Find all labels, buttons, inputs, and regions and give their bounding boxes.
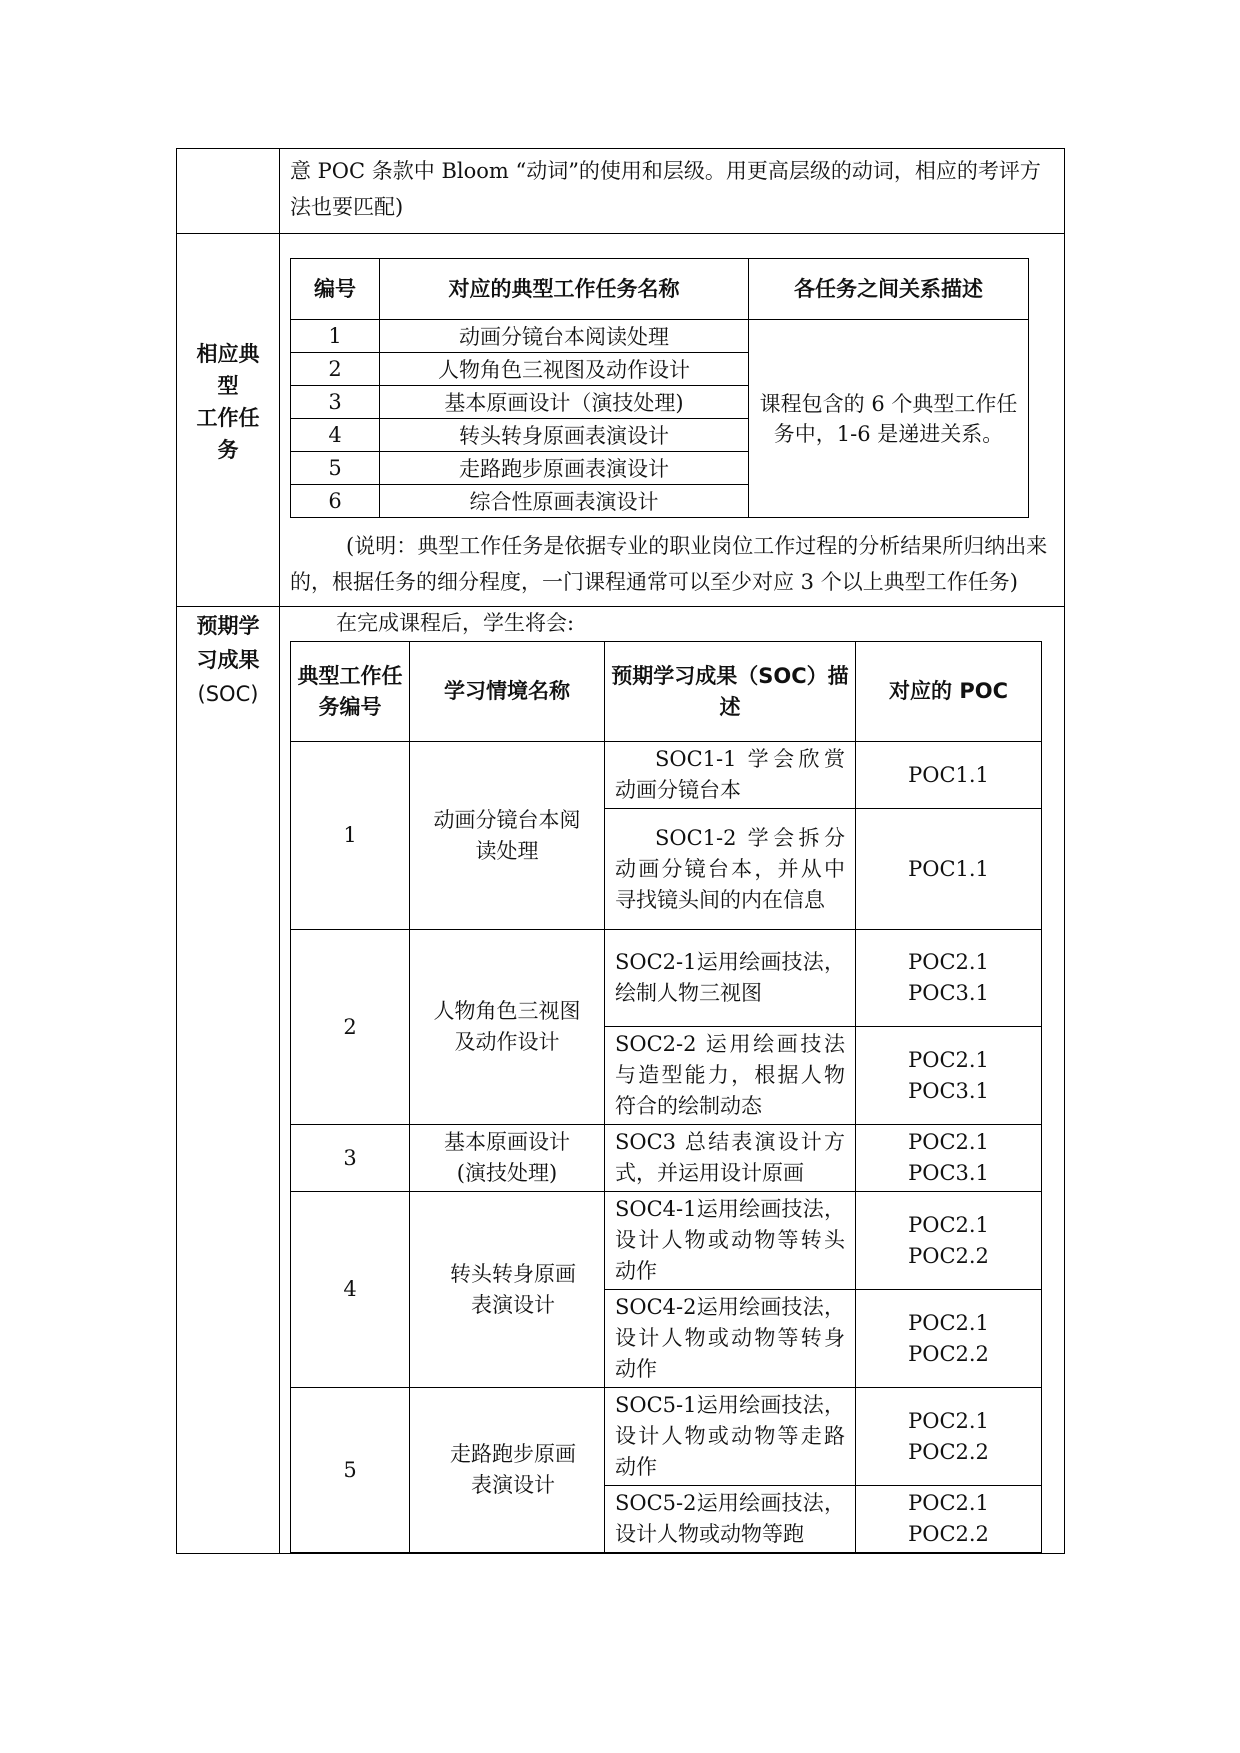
table-row [291,1192,1042,1290]
soc-table [290,641,1042,1553]
header-task-number: 典型工作任务编号 [291,642,410,742]
table-row [291,930,1042,1027]
task-number: 4 [291,1192,410,1388]
row-content [280,149,1065,234]
table-row [291,320,1029,353]
tasks-note: (说明：典型工作任务是依据专业的职业岗位工作过程的分析结果所归纳出来的，根据任务的细分程度，一门课程通常可以至少对应 3 个以上典型工作任务) [290,534,1048,594]
row-expected-outcomes [177,607,1065,1554]
soc-desc: SOC3 总结表演设计方式，并运用设计原画 [605,1125,856,1192]
table-header-row [291,259,1029,320]
task-number: 1 [291,742,410,930]
task-name: 动画分镜台本阅读处理 [380,320,749,353]
task-number: 2 [291,353,380,386]
soc-desc: SOC2-1运用绘画技法，绘制人物三视图 [605,930,856,1027]
table-row [291,1125,1042,1192]
poc-cell: POC2.1 POC3.1 [856,1027,1042,1125]
task-number: 3 [291,1125,410,1192]
label-line: 务 [217,438,239,462]
task-number: 5 [291,1388,410,1553]
task-relation: 课程包含的 6 个典型工作任务中，1-6 是递进关系。 [749,320,1029,518]
row-content [280,234,1065,607]
scenario-name: 动画分镜台本阅读处理 [410,742,605,930]
task-name: 人物角色三视图及动作设计 [380,353,749,386]
soc-desc: SOC2-2 运用绘画技法与造型能力，根据人物符合的绘制动态 [605,1027,856,1125]
header-poc: 对应的 POC [856,642,1042,742]
row-typical-tasks [177,234,1065,607]
label-line: 工作任 [196,406,260,430]
task-number: 5 [291,452,380,485]
soc-desc: SOC1-2 学会拆分动画分镜台本，并从中寻找镜头间的内在信息 [605,809,856,930]
task-name: 基本原画设计（演技处理) [380,386,749,419]
label-line: (SOC) [197,682,259,706]
poc-cell: POC1.1 [856,809,1042,930]
scenario-name: 走路跑步原画表演设计 [410,1388,605,1553]
header-soc-desc: 预期学习成果（SOC）描述 [605,642,856,742]
table-header-row [291,642,1042,742]
scenario-name: 转头转身原画表演设计 [410,1192,605,1388]
task-number: 4 [291,419,380,452]
row-poc-note [177,149,1065,234]
label-line: 习成果 [196,648,260,672]
poc-cell: POC2.1 POC2.2 [856,1388,1042,1486]
row-label-typical-tasks [177,234,280,607]
poc-cell: POC2.1 POC2.2 [856,1290,1042,1388]
poc-cell: POC1.1 [856,742,1042,809]
header-number: 编号 [291,259,380,320]
poc-cell: POC2.1 POC2.2 [856,1486,1042,1553]
poc-cell: POC2.1 POC3.1 [856,1125,1042,1192]
label-line: 相应典 [196,342,260,366]
soc-desc: SOC4-2运用绘画技法，设计人物或动物等转身动作 [605,1290,856,1388]
task-number: 1 [291,320,380,353]
scenario-name: 人物角色三视图及动作设计 [410,930,605,1125]
task-name: 走路跑步原画表演设计 [380,452,749,485]
task-number: 2 [291,930,410,1125]
soc-desc: SOC5-1运用绘画技法，设计人物或动物等走路动作 [605,1388,856,1486]
header-scenario-name: 学习情境名称 [410,642,605,742]
table-row [291,1388,1042,1486]
task-name: 综合性原画表演设计 [380,485,749,518]
row-label-empty [177,149,280,234]
label-line: 预期学 [196,614,260,638]
task-number: 6 [291,485,380,518]
row-content [280,607,1065,1554]
soc-desc: SOC4-1运用绘画技法，设计人物或动物等转头动作 [605,1192,856,1290]
table-row [291,742,1042,809]
header-task-name: 对应的典型工作任务名称 [380,259,749,320]
typical-tasks-table [290,258,1029,518]
poc-cell: POC2.1 POC2.2 [856,1192,1042,1290]
course-outline-table [176,148,1065,1554]
label-line: 型 [217,374,239,398]
row-label-soc [177,607,280,1554]
soc-desc: SOC1-1 学会欣赏动画分镜台本 [605,742,856,809]
soc-desc: SOC5-2运用绘画技法，设计人物或动物等跑 [605,1486,856,1553]
soc-intro: 在完成课程后，学生将会: [336,611,575,635]
poc-note-text: 意 POC 条款中 Bloom “动词”的使用和层级。用更高层级的动词，相应的考评方法也要匹配) [290,159,1041,219]
scenario-name: 基本原画设计(演技处理) [410,1125,605,1192]
task-number: 3 [291,386,380,419]
header-relation: 各任务之间关系描述 [749,259,1029,320]
poc-cell: POC2.1 POC3.1 [856,930,1042,1027]
task-name: 转头转身原画表演设计 [380,419,749,452]
